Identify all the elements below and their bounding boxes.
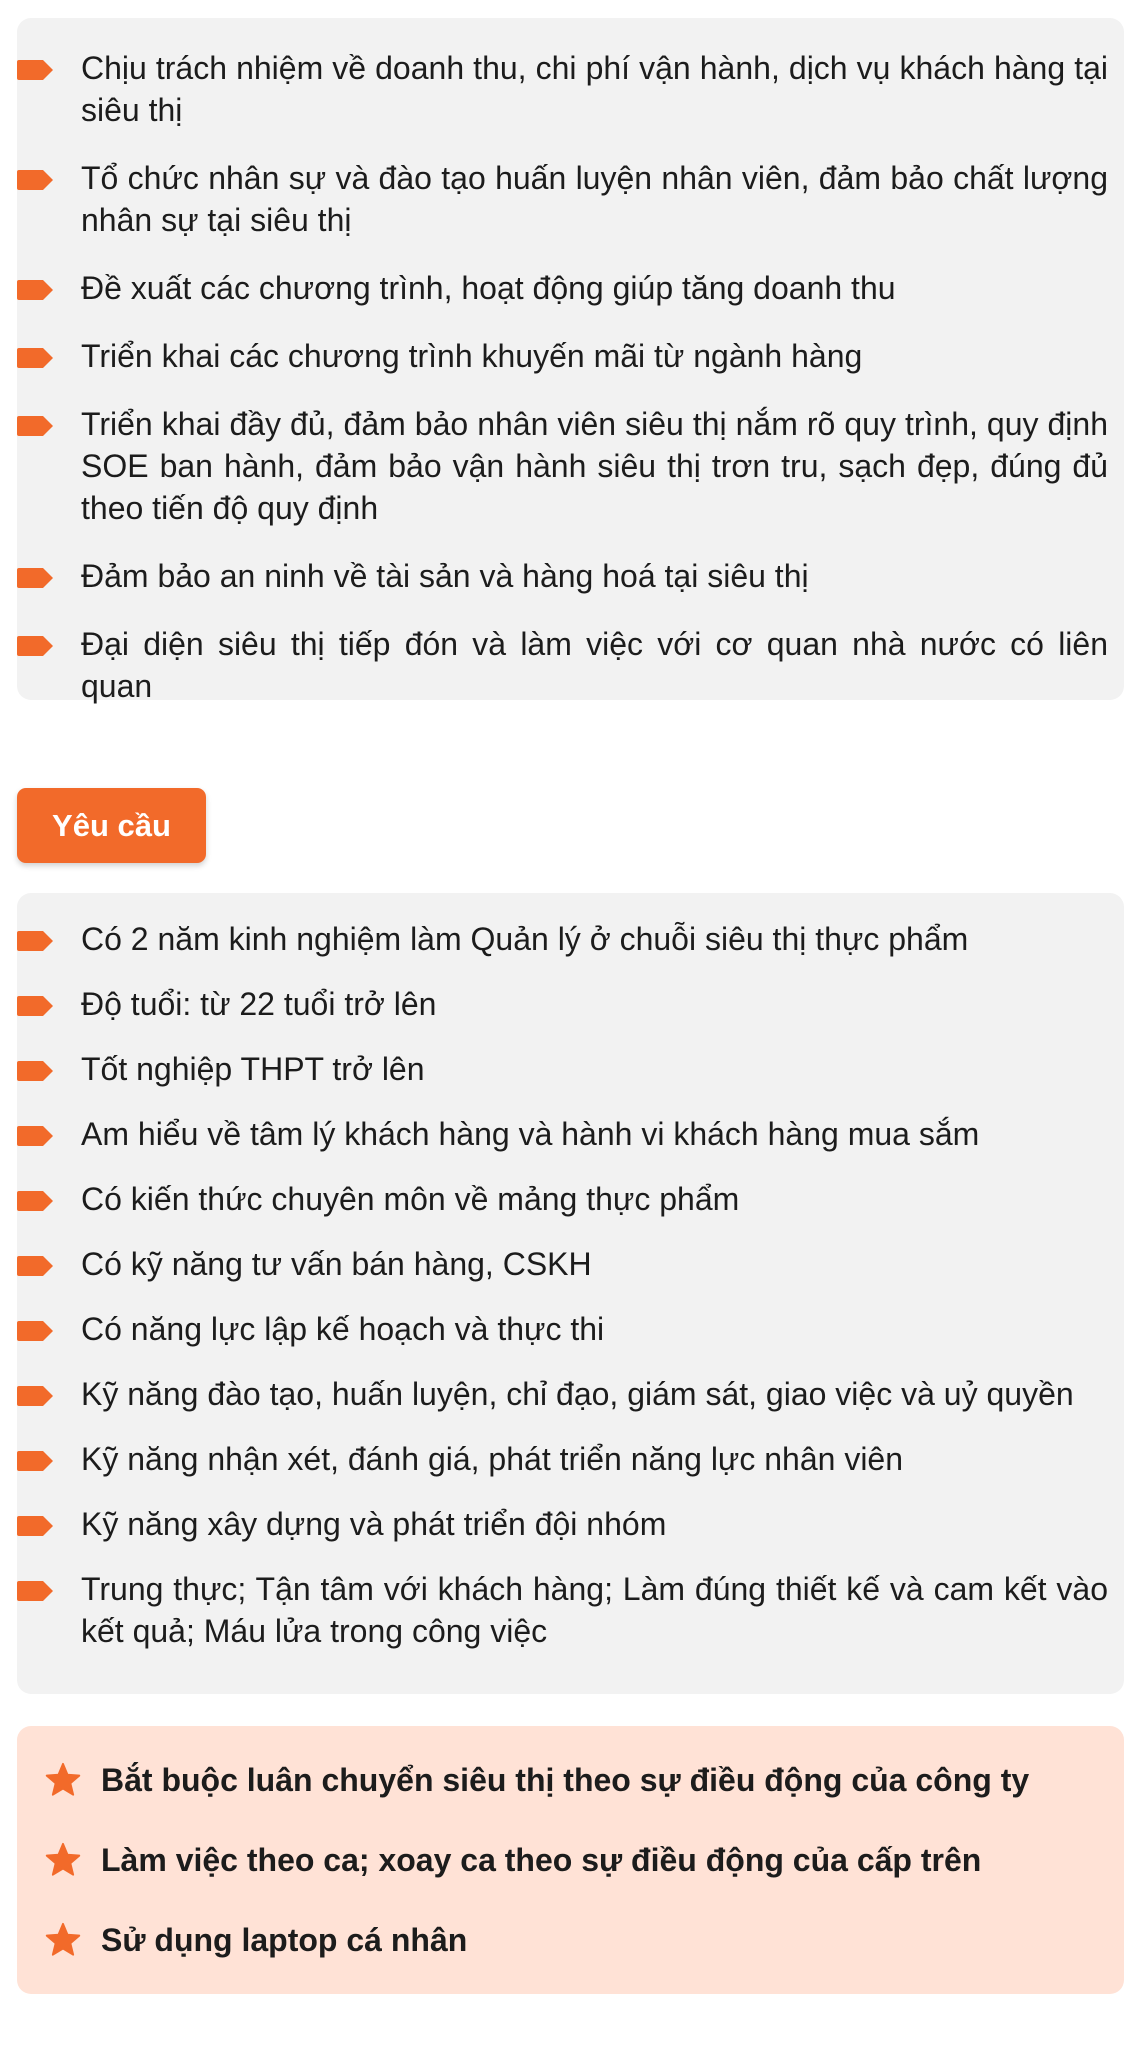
- arrow-tag-icon: [17, 1516, 53, 1536]
- duty-item: [17, 555, 1124, 597]
- requirement-item-text: Có 2 năm kinh nghiệm làm Quản lý ở chuỗi siêu thị thực phẩm: [81, 921, 969, 957]
- star-icon: [44, 1922, 82, 1958]
- duty-item: [17, 47, 1124, 131]
- arrow-tag-icon: [17, 1451, 53, 1471]
- requirement-item-text: Độ tuổi: từ 22 tuổi trở lên: [81, 986, 437, 1022]
- requirement-item-text: Am hiểu về tâm lý khách hàng và hành vi khách hàng mua sắm: [81, 1116, 980, 1152]
- note-item-text: Làm việc theo ca; xoay ca theo sự điều động của cấp trên: [101, 1842, 982, 1878]
- notes-card: [17, 1726, 1124, 1994]
- arrow-tag-icon: [17, 1191, 53, 1211]
- requirement-item: [17, 1503, 1124, 1545]
- requirement-item: [17, 1048, 1124, 1090]
- duty-item: [17, 623, 1124, 707]
- duty-item-text: Chịu trách nhiệm về doanh thu, chi phí vận hành, dịch vụ khách hàng tại siêu thị: [81, 50, 1108, 128]
- requirements-list: [17, 893, 1124, 1652]
- duty-item-text: Đề xuất các chương trình, hoạt động giúp tăng doanh thu: [81, 270, 896, 306]
- duties-list: [17, 18, 1124, 707]
- duty-item-text: Triển khai đầy đủ, đảm bảo nhân viên siêu thị nắm rõ quy trình, quy định SOE ban hành, đảm bảo vận hành siêu thị trơn tru, sạch đẹp, đúng đủ theo tiến độ quy định: [81, 406, 1108, 526]
- duty-item: [17, 335, 1124, 377]
- arrow-tag-icon: [17, 931, 53, 951]
- requirement-item: [17, 1373, 1124, 1415]
- requirement-item: [17, 1438, 1124, 1480]
- requirement-item: [17, 1178, 1124, 1220]
- requirement-item: [17, 918, 1124, 960]
- requirement-item-text: Kỹ năng nhận xét, đánh giá, phát triển năng lực nhân viên: [81, 1441, 904, 1477]
- arrow-tag-icon: [17, 996, 53, 1016]
- requirement-item-text: Có năng lực lập kế hoạch và thực thi: [81, 1311, 605, 1347]
- arrow-tag-icon: [17, 1581, 53, 1601]
- note-item: [17, 1759, 1124, 1801]
- arrow-tag-icon: [17, 1061, 53, 1081]
- requirements-heading: Yêu cầu: [17, 788, 206, 863]
- requirement-item: [17, 1308, 1124, 1350]
- note-item: [17, 1919, 1124, 1961]
- arrow-tag-icon: [17, 60, 53, 80]
- note-item-text: Sử dụng laptop cá nhân: [101, 1922, 468, 1958]
- duty-item: [17, 267, 1124, 309]
- requirement-item-text: Có kiến thức chuyên môn về mảng thực phẩm: [81, 1181, 740, 1217]
- requirement-item-text: Kỹ năng xây dựng và phát triển đội nhóm: [81, 1506, 667, 1542]
- duty-item-text: Tổ chức nhân sự và đào tạo huấn luyện nhân viên, đảm bảo chất lượng nhân sự tại siêu thị: [81, 160, 1108, 238]
- requirement-item-text: Tốt nghiệp THPT trở lên: [81, 1051, 425, 1087]
- duties-card: [17, 18, 1124, 704]
- arrow-tag-icon: [17, 1321, 53, 1341]
- arrow-tag-icon: [17, 568, 53, 588]
- arrow-tag-icon: [17, 1256, 53, 1276]
- requirement-item: [17, 1243, 1124, 1285]
- requirement-item: [17, 1568, 1124, 1652]
- arrow-tag-icon: [17, 1386, 53, 1406]
- requirement-item-text: Trung thực; Tận tâm với khách hàng; Làm đúng thiết kế và cam kết vào kết quả; Máu lửa trong công việc: [81, 1571, 1108, 1649]
- duty-item-text: Đảm bảo an ninh về tài sản và hàng hoá tại siêu thị: [81, 558, 809, 594]
- requirements-card: [17, 893, 1124, 1694]
- note-item: [17, 1839, 1124, 1881]
- arrow-tag-icon: [17, 416, 53, 436]
- arrow-tag-icon: [17, 636, 53, 656]
- requirement-item: [17, 1113, 1124, 1155]
- requirement-item-text: Có kỹ năng tư vấn bán hàng, CSKH: [81, 1246, 592, 1282]
- star-icon: [44, 1762, 82, 1798]
- arrow-tag-icon: [17, 170, 53, 190]
- requirement-item: [17, 983, 1124, 1025]
- arrow-tag-icon: [17, 348, 53, 368]
- duty-item: [17, 403, 1124, 529]
- requirement-item-text: Kỹ năng đào tạo, huấn luyện, chỉ đạo, giám sát, giao việc và uỷ quyền: [81, 1376, 1074, 1412]
- star-icon: [44, 1842, 82, 1878]
- arrow-tag-icon: [17, 1126, 53, 1146]
- duty-item-text: Triển khai các chương trình khuyến mãi từ ngành hàng: [81, 338, 863, 374]
- arrow-tag-icon: [17, 280, 53, 300]
- duty-item: [17, 157, 1124, 241]
- duty-item-text: Đại diện siêu thị tiếp đón và làm việc với cơ quan nhà nước có liên quan: [81, 626, 1108, 704]
- note-item-text: Bắt buộc luân chuyển siêu thị theo sự điều động của công ty: [101, 1762, 1030, 1798]
- notes-list: [17, 1726, 1124, 1961]
